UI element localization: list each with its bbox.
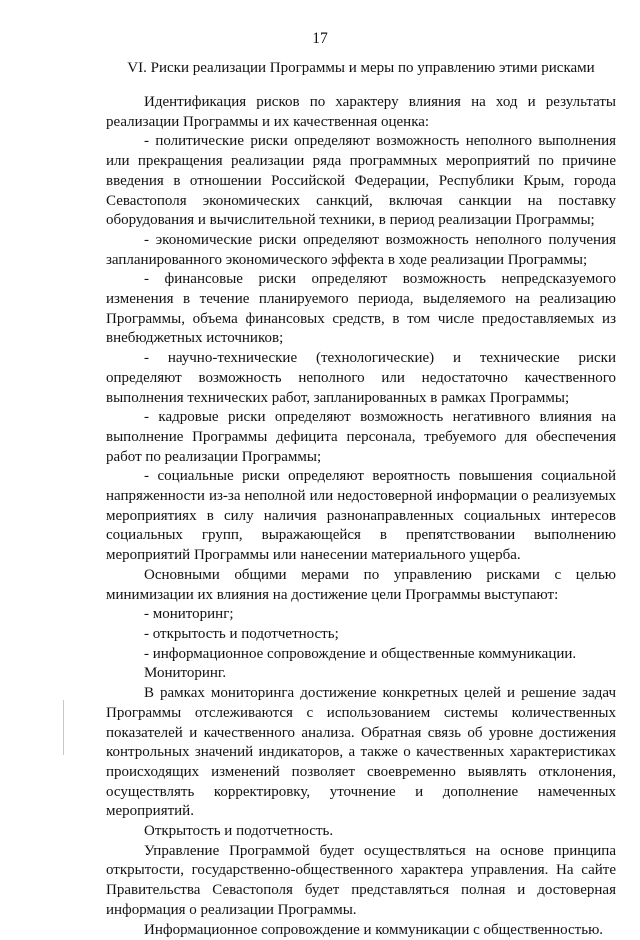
section-title: VI. Риски реализации Программы и меры по управлению этими рисками — [127, 60, 595, 76]
subheading-monitoring: Мониторинг. — [144, 665, 227, 682]
paragraph-monitoring: В рамках мониторинга достижение конкретных целей и решение задач Программы отслеживаются с использованием системы количественных показателей и качественного анализа. Обратная связь об уровне достижения контрольных значений индикаторов, а также о качественных характеристиках происходящих изменений позволяет своевременно выявлять отклонения, осуществлять корректировку, уточнение и дополнение намеченных мероприятий. — [106, 685, 616, 820]
paragraph-political-risks: - политические риски определяют возможность неполного выполнения или прекращения реализации ряда программных мероприятий по причине введения в отношении Российской Федерации, Республики Крым, города Севастополя экономических санкций, включая санкции на поставку оборудования и вычислительной техники, в период реализации Программы; — [106, 133, 616, 229]
paragraph-social-risks: - социальные риски определяют вероятность повышения социальной напряженности из-за неполной или недостоверной информации о реализуемых мероприятиях в силу наличия разнонаправленных социальных интересов социальных групп, выражающейся в препятствовании выполнению мероприятий Программы или нанесении материального ущерба. — [106, 468, 616, 564]
list-item-communications: - информационное сопровождение и общественные коммуникации. — [144, 645, 577, 662]
paragraph-technical-risks: - научно-технические (технологические) и технические риски определяют возможность неполного или недостаточно качественного выполнения технических работ, запланированных в рамках Программы; — [106, 350, 616, 406]
subheading-communications: Информационное сопровождение и коммуникации с общественностью. — [144, 921, 604, 938]
list-item-monitoring: - мониторинг; — [144, 606, 234, 623]
paragraph-risk-identification: Идентификация рисков по характеру влияния на ход и результаты реализации Программы и их качественная оценка: — [106, 94, 616, 130]
paragraph-openness: Управление Программой будет осуществляться на основе принципа открытости, государственно-общественного характера управления. На сайте Правительства Севастополя будет представляться полная и достоверная информация о реализации Программы. — [106, 842, 616, 918]
paragraph-risk-measures: Основными общими мерами по управлению рисками с целью минимизации их влияния на достижение цели Программы выступают: — [106, 566, 616, 603]
paragraph-financial-risks: - финансовые риски определяют возможность непредсказуемого изменения в течение планируемого периода, выделяемого на реализацию Программы, объема финансовых средств, в том числе предоставляемых из внебюджетных источников; — [106, 271, 616, 347]
subheading-openness: Открытость и подотчетность. — [144, 823, 334, 840]
document-body — [106, 93, 616, 940]
list-item-openness: - открытость и подотчетность; — [144, 625, 339, 642]
page-number: 17 — [312, 30, 328, 47]
paragraph-staff-risks: - кадровые риски определяют возможность негативного влияния на выполнение Программы дефицита персонала, требуемого для обеспечения работ по реализации Программы; — [106, 409, 616, 465]
paragraph-economic-risks: - экономические риски определяют возможность неполного получения запланированного экономического эффекта в ходе реализации Программы; — [106, 231, 616, 268]
scan-margin-mark — [63, 700, 64, 755]
